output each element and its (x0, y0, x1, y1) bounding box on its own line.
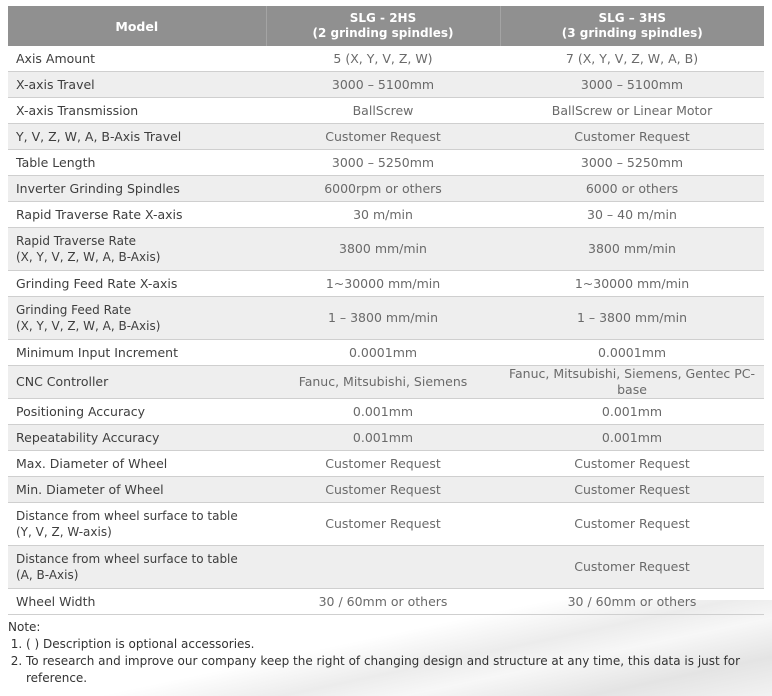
slg-3hs-value: 1~30000 mm/min (500, 271, 764, 297)
slg-2hs-value: 0.001mm (266, 399, 500, 425)
table-row (8, 202, 764, 228)
slg-3hs-value: Customer Request (500, 546, 764, 589)
slg-2hs-value: 0.001mm (266, 425, 500, 451)
row-label: Min. Diameter of Wheel (8, 477, 266, 503)
notes-title: Note: (8, 620, 41, 634)
table-row (8, 228, 764, 271)
row-label: Rapid Traverse Rate X-axis (8, 202, 266, 228)
table-row (8, 46, 764, 72)
slg-3hs-value: 0.001mm (500, 399, 764, 425)
table-row (8, 451, 764, 477)
table-row (8, 503, 764, 546)
slg-2hs-value (266, 546, 500, 589)
note-item: 2. To research and improve our company keep the right of changing design and structure at any time, this data is just for reference. (26, 653, 764, 687)
slg-2hs-value: Fanuc, Mitsubishi, Siemens (266, 366, 500, 399)
table-row (8, 366, 764, 399)
header-slg-3hs (500, 6, 764, 46)
slg-3hs-value: 7 (X, Y, V, Z, W, A, B) (500, 46, 764, 72)
header-slg-3hs-subtitle: (3 grinding spindles) (561, 26, 703, 40)
slg-3hs-value: Customer Request (500, 124, 764, 150)
slg-2hs-value: 30 / 60mm or others (266, 589, 500, 615)
slg-3hs-value: 1 – 3800 mm/min (500, 297, 764, 340)
notes-list (8, 636, 764, 687)
row-label-line1: Grinding Feed Rate (16, 303, 132, 317)
table-row (8, 589, 764, 615)
slg-2hs-value: 1~30000 mm/min (266, 271, 500, 297)
row-label: X-axis Transmission (8, 98, 266, 124)
slg-2hs-value: 1 – 3800 mm/min (266, 297, 500, 340)
row-label: Y, V, Z, W, A, B-Axis Travel (8, 124, 266, 150)
table-row (8, 297, 764, 340)
slg-2hs-value: Customer Request (266, 503, 500, 546)
header-slg-2hs (266, 6, 500, 46)
row-label: Table Length (8, 150, 266, 176)
slg-3hs-value: 30 / 60mm or others (500, 589, 764, 615)
table-row (8, 150, 764, 176)
table-row (8, 176, 764, 202)
spec-table-body (8, 46, 764, 615)
header-slg-3hs-title: SLG – 3HS (598, 11, 667, 25)
table-row (8, 340, 764, 366)
row-label: Axis Amount (8, 46, 266, 72)
slg-3hs-value: 0.001mm (500, 425, 764, 451)
row-label (8, 546, 266, 589)
table-row (8, 546, 764, 589)
row-label (8, 503, 266, 546)
row-label: X-axis Travel (8, 72, 266, 98)
slg-2hs-value: 3800 mm/min (266, 228, 500, 271)
slg-2hs-value: 5 (X, Y, V, Z, W) (266, 46, 500, 72)
row-label: Repeatability Accuracy (8, 425, 266, 451)
slg-3hs-value: 6000 or others (500, 176, 764, 202)
spec-table (8, 6, 764, 615)
slg-3hs-value: Fanuc, Mitsubishi, Siemens, Gentec PC-base (500, 366, 764, 399)
row-label: Inverter Grinding Spindles (8, 176, 266, 202)
slg-2hs-value: 3000 – 5250mm (266, 150, 500, 176)
row-label-line1: Distance from wheel surface to table (16, 552, 238, 566)
row-label: Grinding Feed Rate X-axis (8, 271, 266, 297)
row-label: Max. Diameter of Wheel (8, 451, 266, 477)
slg-3hs-value: BallScrew or Linear Motor (500, 98, 764, 124)
note-item: 1. ( ) Description is optional accessories. (26, 636, 764, 653)
row-label: Positioning Accuracy (8, 399, 266, 425)
table-row (8, 72, 764, 98)
slg-3hs-value: 3800 mm/min (500, 228, 764, 271)
slg-2hs-value: Customer Request (266, 477, 500, 503)
slg-2hs-value: BallScrew (266, 98, 500, 124)
row-label-line2: (X, Y, V, Z, W, A, B-Axis) (16, 319, 161, 333)
row-label-line1: Rapid Traverse Rate (16, 234, 137, 248)
row-label: Wheel Width (8, 589, 266, 615)
table-row (8, 271, 764, 297)
slg-2hs-value: Customer Request (266, 124, 500, 150)
row-label-line2: (A, B-Axis) (16, 568, 79, 582)
header-slg-2hs-subtitle: (2 grinding spindles) (312, 26, 454, 40)
row-label: Minimum Input Increment (8, 340, 266, 366)
row-label (8, 228, 266, 271)
row-label-line2: (X, Y, V, Z, W, A, B-Axis) (16, 250, 161, 264)
header-model: Model (8, 6, 266, 46)
table-row (8, 98, 764, 124)
slg-3hs-value: 0.0001mm (500, 340, 764, 366)
table-row (8, 399, 764, 425)
slg-2hs-value: 3000 – 5100mm (266, 72, 500, 98)
table-row (8, 477, 764, 503)
spec-table-header (8, 6, 764, 46)
header-slg-2hs-title: SLG - 2HS (349, 11, 417, 25)
row-label: CNC Controller (8, 366, 266, 399)
slg-3hs-value: 30 – 40 m/min (500, 202, 764, 228)
notes-section (8, 619, 764, 687)
slg-3hs-value: Customer Request (500, 503, 764, 546)
row-label-line2: (Y, V, Z, W-axis) (16, 525, 112, 539)
slg-3hs-value: 3000 – 5100mm (500, 72, 764, 98)
table-row (8, 124, 764, 150)
slg-3hs-value: 3000 – 5250mm (500, 150, 764, 176)
slg-3hs-value: Customer Request (500, 477, 764, 503)
slg-2hs-value: 0.0001mm (266, 340, 500, 366)
slg-2hs-value: 30 m/min (266, 202, 500, 228)
slg-2hs-value: Customer Request (266, 451, 500, 477)
table-row (8, 425, 764, 451)
row-label (8, 297, 266, 340)
slg-2hs-value: 6000rpm or others (266, 176, 500, 202)
slg-3hs-value: Customer Request (500, 451, 764, 477)
row-label-line1: Distance from wheel surface to table (16, 509, 238, 523)
